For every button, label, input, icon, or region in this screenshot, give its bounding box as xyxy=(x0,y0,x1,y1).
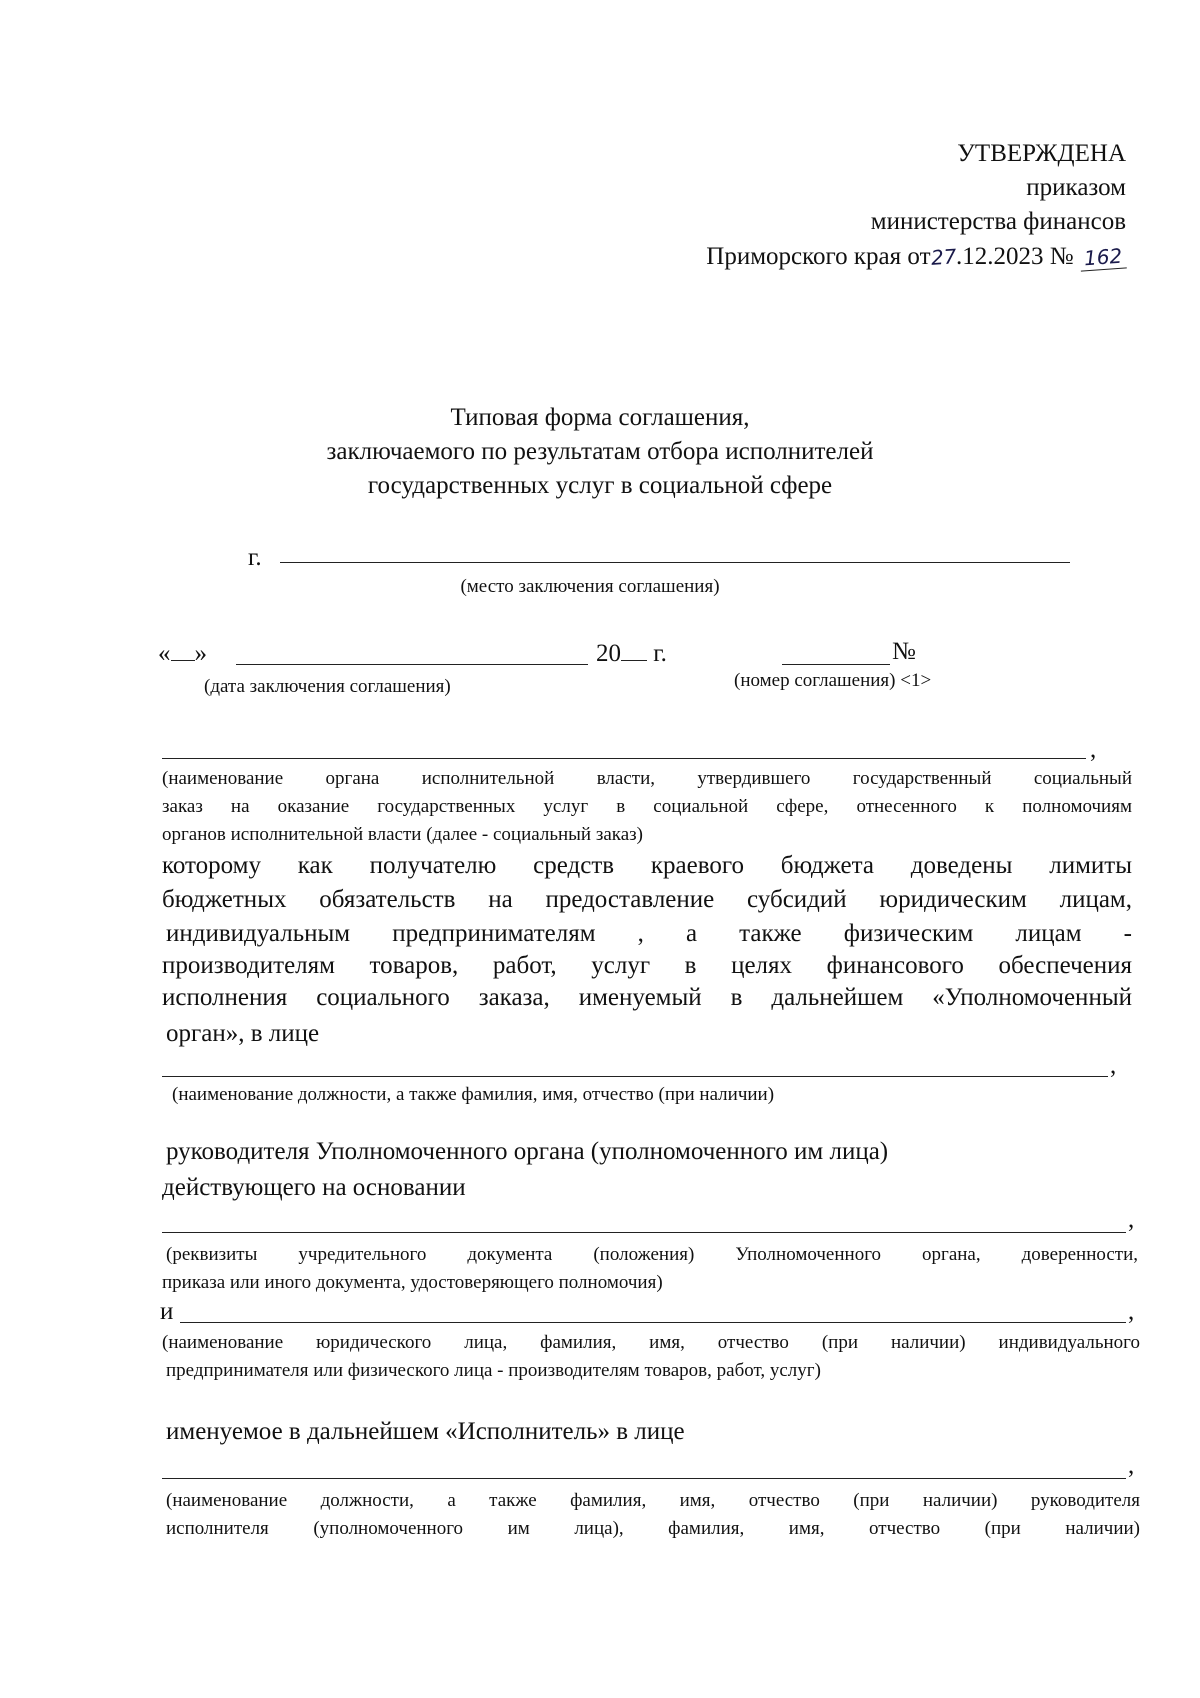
authority-caption-line-2: заказ на оказание государственных услуг в социальной сфере, отнесенного к полномочиям xyxy=(162,796,1132,817)
authority-blank-line xyxy=(162,758,1086,759)
basis-caption-line-2: приказа или иного документа, удостоверяющего полномочия) xyxy=(162,1272,663,1293)
para1-line-6: орган», в лице xyxy=(166,1020,320,1047)
para1-line-3: индивидуальным предпринимателям , а также физическим лицам - xyxy=(166,920,1132,947)
place-blank-line xyxy=(280,562,1070,563)
approval-line-order: приказом xyxy=(1026,174,1126,201)
title-line-1: Типовая форма соглашения, xyxy=(450,404,750,431)
quote-open: « xyxy=(158,640,171,667)
place-caption: (место заключения соглашения) xyxy=(460,576,720,597)
head-caption: (наименование должности, а также фамилия, имя, отчество (при наличии) xyxy=(172,1084,775,1105)
approval-region-prefix: Приморского края от xyxy=(706,243,931,270)
executor-head-caption-line-2: исполнителя (уполномоченного им лица), фамилия, имя, отчество (при наличии) xyxy=(166,1518,1140,1539)
executor-head-blank-line xyxy=(162,1478,1126,1479)
basis-caption-line-1: (реквизиты учредительного документа (положения) Уполномоченного органа, доверенности, xyxy=(166,1244,1138,1265)
executor-head-comma: , xyxy=(1128,1452,1135,1479)
para1-line-2: бюджетных обязательств на предоставление субсидий юридическим лицам, xyxy=(162,886,1132,913)
handwritten-order-number: 162 xyxy=(1079,243,1127,271)
and-word: и xyxy=(160,1298,174,1325)
para2-line-2: действующего на основании xyxy=(162,1174,466,1201)
executor-head-caption-line-1: (наименование должности, а также фамилия, имя, отчество (при наличии) руководителя xyxy=(166,1490,1140,1511)
number-caption: (номер соглашения) <1> xyxy=(734,670,932,691)
executor-caption-line-2: предпринимателя или физического лица - производителям товаров, работ, услуг) xyxy=(166,1360,821,1381)
handwritten-day: 27 xyxy=(929,244,957,270)
approval-line-date xyxy=(706,243,1126,271)
year-suffix: г. xyxy=(653,640,667,667)
approval-date-text: .12.2023 № xyxy=(955,243,1074,270)
executor-caption-line-1: (наименование юридического лица, фамилия, имя, отчество (при наличии) индивидуального xyxy=(162,1332,1140,1353)
head-comma: , xyxy=(1110,1052,1117,1079)
year-field xyxy=(596,640,667,668)
place-prefix: г. xyxy=(248,544,262,571)
para1-line-1: которому как получателю средств краевого бюджета доведены лимиты xyxy=(162,852,1132,879)
authority-comma: , xyxy=(1090,736,1097,763)
basis-comma: , xyxy=(1128,1206,1135,1233)
title-line-2: заключаемого по результатам отбора исполнителей xyxy=(326,438,874,465)
number-blank-line xyxy=(782,664,890,665)
title-line-3: государственных услуг в социальной сфере xyxy=(367,472,833,499)
year-prefix: 20 xyxy=(596,640,621,667)
number-sign: № xyxy=(892,638,916,665)
para1-line-4: производителям товаров, работ, услуг в целях финансового обеспечения xyxy=(162,952,1132,979)
basis-blank-line xyxy=(162,1232,1126,1233)
month-blank-line xyxy=(236,664,588,665)
head-blank-line xyxy=(162,1076,1108,1077)
authority-caption-line-3: органов исполнительной власти (далее - социальный заказ) xyxy=(162,824,643,845)
quote-close: » xyxy=(194,640,207,667)
authority-caption-line-1: (наименование органа исполнительной власти, утвердившего государственный социальный xyxy=(162,768,1132,789)
para3: именуемое в дальнейшем «Исполнитель» в лице xyxy=(166,1418,685,1445)
approval-heading: УТВЕРЖДЕНА xyxy=(957,140,1126,167)
date-row xyxy=(158,640,207,668)
para2-line-1: руководителя Уполномоченного органа (уполномоченного им лица) xyxy=(166,1138,889,1165)
approval-line-ministry: министерства финансов xyxy=(870,208,1126,235)
para1-line-5: исполнения социального заказа, именуемый в дальнейшем «Уполномоченный xyxy=(162,984,1132,1011)
executor-blank-line xyxy=(180,1322,1126,1323)
executor-comma: , xyxy=(1128,1298,1135,1325)
date-caption: (дата заключения соглашения) xyxy=(204,676,451,697)
